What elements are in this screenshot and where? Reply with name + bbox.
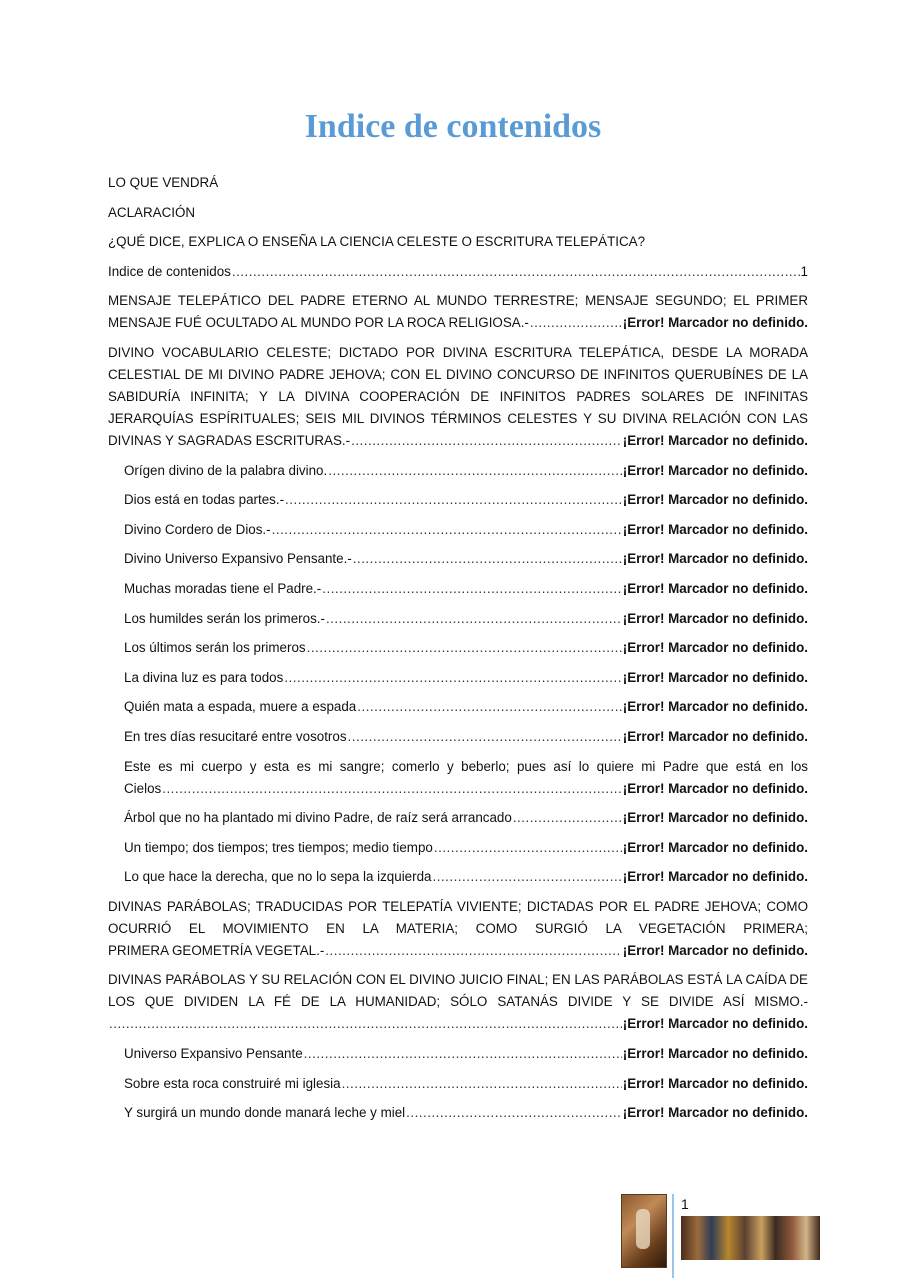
toc-entry[interactable] (108, 548, 808, 570)
toc-page-reference: ¡Error! Marcador no definido. (622, 942, 808, 958)
toc-leader-dots (432, 866, 621, 888)
toc-entry-label: Un tiempo; dos tiempos; tres tiempos; medio tiempo (124, 839, 433, 855)
toc-entry-line (124, 460, 808, 482)
toc-entry[interactable] (108, 866, 808, 888)
toc-entry-text: DIVINAS PARÁBOLAS; TRADUCIDAS POR TELEPATÍA VIVIENTE; DICTADAS POR EL PADRE JEHOVA; COMO OCURRIÓ EL MOVIMIENTO EN LA MATERIA; COMO SURGIÓ LA VEGETACIÓN PRIMERA; (108, 898, 808, 936)
toc-page-reference: ¡Error! Marcador no definido. (622, 1016, 808, 1032)
page-title: Indice de contenidos (304, 108, 602, 145)
toc-entry[interactable] (108, 578, 808, 600)
toc-entry-line (108, 430, 808, 452)
toc-entry-line (108, 1013, 808, 1035)
toc-entry-label: Los últimos serán los primeros (124, 640, 306, 656)
toc-entry-line (124, 866, 808, 888)
toc-entry-line (108, 261, 808, 283)
toc-entry[interactable] (108, 489, 808, 511)
toc-leader-dots (326, 608, 622, 630)
toc-entry-label: Cielos (124, 780, 162, 796)
toc-entry-text: Este es mi cuerpo y esta es mi sangre; comerlo y beberlo; pues así lo quiere mi Padre que está en los (124, 758, 808, 774)
toc-page-reference: ¡Error! Marcador no definido. (622, 551, 808, 567)
toc-page-reference: ¡Error! Marcador no definido. (622, 580, 808, 596)
toc-leader-dots (307, 637, 622, 659)
toc-leader-dots (348, 726, 622, 748)
toc-entry[interactable] (108, 519, 808, 541)
toc-leader-dots (434, 837, 622, 859)
toc-entry-label: DIVINAS Y SAGRADAS ESCRITURAS.- (108, 432, 351, 448)
toc-page-reference: ¡Error! Marcador no definido. (622, 699, 808, 715)
toc-entry[interactable] (108, 1073, 808, 1095)
toc-entry-label: Muchas moradas tiene el Padre.- (124, 580, 322, 596)
toc-leader-dots (513, 807, 622, 829)
toc-page-reference: ¡Error! Marcador no definido. (622, 521, 808, 537)
toc-leader-dots (406, 1102, 622, 1124)
toc-entry[interactable] (108, 342, 808, 452)
table-of-contents (108, 172, 808, 1132)
toc-page-reference: ¡Error! Marcador no definido. (622, 1105, 808, 1121)
toc-leader-dots (109, 1013, 622, 1035)
toc-entry[interactable] (108, 807, 808, 829)
toc-entry-line (124, 578, 808, 600)
toc-entry[interactable] (108, 1102, 808, 1124)
toc-entry-label: Universo Expansivo Pensante (124, 1046, 303, 1062)
toc-entry-line (124, 1073, 808, 1095)
toc-page-reference: ¡Error! Marcador no definido. (622, 669, 808, 685)
toc-heading: ¿QUÉ DICE, EXPLICA O ENSEÑA LA CIENCIA CELESTE O ESCRITURA TELEPÁTICA? (108, 234, 646, 250)
toc-entry-line (124, 1043, 808, 1065)
toc-entry-label: Divino Cordero de Dios.- (124, 521, 271, 537)
toc-page-reference: ¡Error! Marcador no definido. (622, 432, 808, 448)
toc-page-reference: ¡Error! Marcador no definido. (622, 839, 808, 855)
toc-entry-label: Y surgirá un mundo donde manará leche y miel (124, 1105, 406, 1121)
toc-page-reference: ¡Error! Marcador no definido. (622, 462, 808, 478)
toc-entry-label: Dios está en todas partes.- (124, 492, 285, 508)
toc-entry-label: Los humildes serán los primeros.- (124, 610, 325, 626)
toc-entry-label: Indice de contenidos (108, 263, 231, 279)
toc-page-reference: ¡Error! Marcador no definido. (622, 869, 808, 885)
toc-entry-line (124, 489, 808, 511)
toc-leader-dots (328, 460, 622, 482)
toc-entry-label: La divina luz es para todos (124, 669, 284, 685)
toc-entry[interactable] (108, 608, 808, 630)
toc-entry-line (124, 778, 808, 800)
toc-entry-line (124, 637, 808, 659)
toc-entry[interactable] (108, 756, 808, 800)
toc-leader-dots (353, 548, 622, 570)
toc-entry-label: PRIMERA GEOMETRÍA VEGETAL.- (108, 942, 325, 958)
toc-page-reference: ¡Error! Marcador no definido. (622, 492, 808, 508)
toc-leader-dots (304, 1043, 622, 1065)
toc-page-reference: ¡Error! Marcador no definido. (622, 1075, 808, 1091)
toc-entry-text: DIVINAS PARÁBOLAS Y SU RELACIÓN CON EL DIVINO JUICIO FINAL; EN LAS PARÁBOLAS ESTÁ LA CAÍDA DE LOS QUE DIVIDEN LA FÉ DE LA HUMANIDAD; SÓLO SATANÁS DIVIDE Y SE DIVIDE ASÍ MISMO.- (108, 972, 808, 1010)
toc-entry[interactable] (108, 667, 808, 689)
toc-leader-dots (285, 489, 622, 511)
toc-entry-label: Divino Universo Expansivo Pensante.- (124, 551, 352, 567)
toc-page-reference: 1 (800, 263, 808, 279)
toc-entry[interactable] (108, 637, 808, 659)
toc-entry-line (124, 519, 808, 541)
toc-entry-label: Sobre esta roca construiré mi iglesia (124, 1075, 341, 1091)
toc-page-reference: ¡Error! Marcador no definido. (622, 315, 808, 331)
footer-divider (672, 1194, 674, 1278)
toc-entry-line (124, 807, 808, 829)
toc-entry-label: Orígen divino de la palabra divino. (124, 462, 328, 478)
toc-heading: LO QUE VENDRÁ (108, 175, 219, 190)
toc-leader-dots (325, 940, 621, 962)
toc-leader-dots (357, 696, 621, 718)
footer-page-number: 1 (681, 1196, 689, 1212)
toc-leader-dots (232, 261, 800, 283)
toc-page-reference: ¡Error! Marcador no definido. (622, 1046, 808, 1062)
toc-entry[interactable] (108, 969, 808, 1035)
toc-entry-line (124, 667, 808, 689)
toc-leader-dots (162, 778, 622, 800)
toc-leader-dots (351, 430, 622, 452)
toc-entry-line (124, 726, 808, 748)
toc-leader-dots (272, 519, 622, 541)
toc-entry[interactable] (108, 726, 808, 748)
toc-entry-label: Quién mata a espada, muere a espada (124, 699, 357, 715)
toc-page-reference: ¡Error! Marcador no definido. (622, 610, 808, 626)
toc-entry[interactable] (108, 837, 808, 859)
toc-entry[interactable] (108, 460, 808, 482)
toc-entry-label: En tres días resucitaré entre vosotros (124, 728, 347, 744)
toc-entry-line (124, 1102, 808, 1124)
toc-heading: ACLARACIÓN (108, 204, 196, 220)
footer-figure-image (621, 1194, 667, 1268)
footer-collage-image (681, 1216, 820, 1260)
toc-entry-line (124, 608, 808, 630)
toc-entry-line (124, 837, 808, 859)
toc-entry-line (124, 696, 808, 718)
toc-entry-line (124, 548, 808, 570)
toc-entry[interactable] (108, 1043, 808, 1065)
toc-entry-label: MENSAJE FUÉ OCULTADO AL MUNDO POR LA ROCA RELIGIOSA.- (108, 315, 529, 331)
toc-leader-dots (322, 578, 622, 600)
toc-page-reference: ¡Error! Marcador no definido. (622, 728, 808, 744)
toc-entry[interactable] (108, 261, 808, 283)
toc-page-reference: ¡Error! Marcador no definido. (622, 780, 808, 796)
toc-leader-dots (342, 1073, 622, 1095)
toc-leader-dots (284, 667, 621, 689)
toc-page-reference: ¡Error! Marcador no definido. (622, 640, 808, 656)
toc-entry-text: DIVINO VOCABULARIO CELESTE; DICTADO POR DIVINA ESCRITURA TELEPÁTICA, DESDE LA MORADA CELESTIAL DE MI DIVINO PADRE JEHOVA; CON EL DIVINO CONCURSO DE INFINITOS QUERUBÍNES DE LA SABIDURÍA INFINITA; Y LA DIVINA COOPERACIÓN DE INFINITOS PADRES SOLARES DE INFINITAS JERARQUÍAS ESPÍRITUALES; SEIS MIL DIVINOS TÉRMINOS CELESTES Y SU DIVINA RELACIÓN CON LAS (108, 344, 808, 426)
toc-entry-text: MENSAJE TELEPÁTICO DEL PADRE ETERNO AL MUNDO TERRESTRE; MENSAJE SEGUNDO; EL PRIMER (108, 293, 808, 309)
toc-entry[interactable] (108, 896, 808, 962)
toc-entry-label: Lo que hace la derecha, que no lo sepa la izquierda (124, 869, 432, 885)
toc-entry[interactable] (108, 290, 808, 334)
toc-entry-line (108, 312, 808, 334)
toc-entry[interactable] (108, 696, 808, 718)
toc-page-reference: ¡Error! Marcador no definido. (622, 810, 808, 826)
toc-entry-line (108, 940, 808, 962)
toc-leader-dots (530, 312, 622, 334)
toc-entry-label: Árbol que no ha plantado mi divino Padre, de raíz será arrancado (124, 810, 512, 826)
